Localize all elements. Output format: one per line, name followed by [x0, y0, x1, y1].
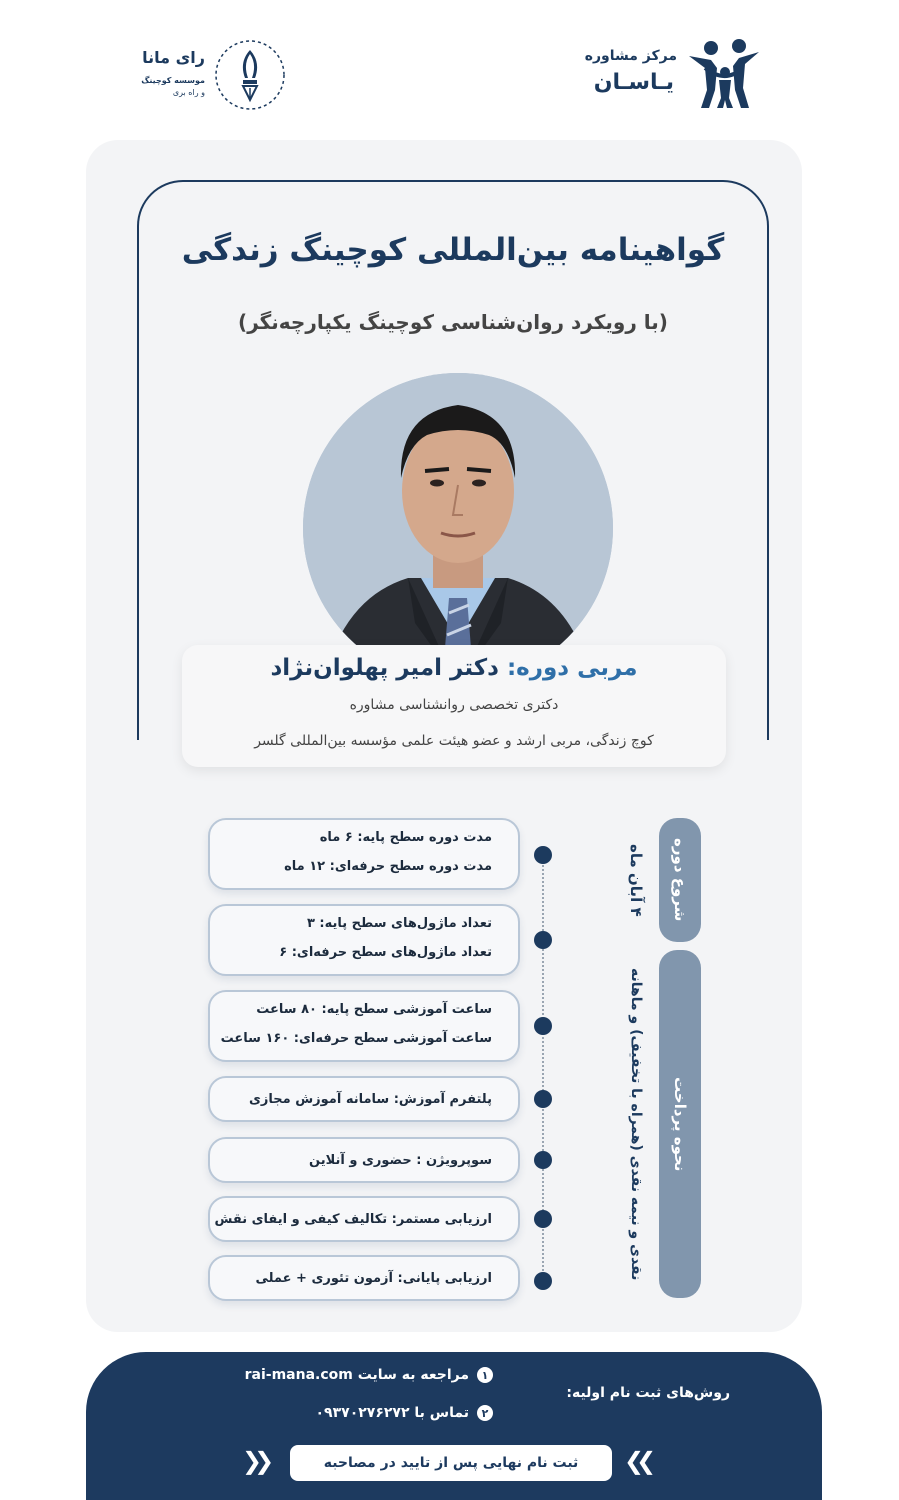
instructor-name-line [182, 655, 726, 681]
double-chevron-right-icon: ❯❯ [242, 1447, 267, 1475]
timeline-dot [534, 1090, 552, 1108]
start-date-pill [659, 818, 701, 942]
rai-title: رای مانا [142, 48, 205, 67]
detail-hours [208, 990, 520, 1062]
instructor-photo [303, 373, 613, 683]
start-date-label: شروع دوره [671, 838, 689, 922]
detail-line: مدت دوره سطح حرفه‌ای: ۱۲ ماه [284, 859, 492, 874]
step-number-1: ۱ [477, 1367, 493, 1383]
detail-continuous-assessment [208, 1196, 520, 1242]
payment-label: نحوه پرداخت [671, 1076, 689, 1172]
timeline-dot [534, 1017, 552, 1035]
detail-line: سوپرویژن : حضوری و آنلاین [309, 1152, 492, 1168]
rai-subtitle-2: و راه بری [172, 88, 205, 97]
payment-pill [659, 950, 701, 1298]
registration-website-text: مراجعه به سایت rai-mana.com [244, 1367, 469, 1383]
detail-final-assessment [208, 1255, 520, 1301]
double-chevron-left-icon: ❮❮ [624, 1447, 649, 1475]
registration-title: روش‌های ثبت نام اولیه: [566, 1385, 730, 1401]
instructor-portrait-illustration [303, 373, 613, 683]
detail-duration [208, 818, 520, 890]
step-number-2: ۲ [477, 1405, 493, 1421]
detail-platform [208, 1076, 520, 1122]
detail-line: ساعت آموزشی سطح حرفه‌ای: ۱۶۰ ساعت [220, 1031, 492, 1046]
instructor-role: کوچ زندگی، مربی ارشد و عضو هیئت علمی مؤسسه بین‌المللی گلسر [254, 733, 654, 749]
timeline-dot [534, 931, 552, 949]
detail-line: ارزیابی پایانی: آزمون تئوری + عملی [255, 1270, 492, 1286]
detail-line: پلتفرم آموزش: سامانه آموزش مجازی [249, 1091, 492, 1107]
registration-phone-text: تماس با ۰۹۳۷۰۲۷۶۲۷۲ [315, 1405, 469, 1421]
detail-line: تعداد ماژول‌های سطح حرفه‌ای: ۶ [279, 945, 492, 960]
instructor-label: مربی دوره: [506, 655, 638, 681]
detail-line: مدت دوره سطح پایه: ۶ ماه [319, 830, 492, 845]
timeline-dot [534, 1151, 552, 1169]
rai-subtitle-1: موسسه کوچینگ [141, 76, 205, 85]
registration-website[interactable] [245, 1367, 493, 1383]
yasan-small-text: مرکز مشاوره [584, 48, 677, 64]
payment-value-wrap [616, 950, 656, 1298]
rai-mana-logo [140, 38, 290, 112]
pen-nib-emblem-icon [213, 38, 287, 112]
yasan-logo [584, 38, 770, 112]
instructor-name: دکتر امیر پهلوان‌نژاد [270, 655, 499, 681]
timeline-dot [534, 846, 552, 864]
registration-phone[interactable] [316, 1405, 493, 1421]
timeline-dot [534, 1272, 552, 1290]
detail-modules [208, 904, 520, 976]
payment-value: نقدی و نیمه نقدی (همراه با تخفیف) و ماهانه [628, 967, 644, 1281]
family-figures-icon [683, 38, 763, 112]
detail-supervision [208, 1137, 520, 1183]
detail-line: ارزیابی مستمر: تکالیف کیفی و ایفای نقش [214, 1211, 492, 1227]
instructor-card [182, 645, 726, 767]
page-title: گواهینامه بین‌المللی کوچینگ زندگی [181, 232, 725, 268]
final-registration-button[interactable]: ثبت نام نهایی پس از تایید در مصاحبه [290, 1445, 612, 1481]
instructor-degree: دکتری تخصصی روانشناسی مشاوره [349, 697, 559, 713]
detail-line: ساعت آموزشی سطح پایه: ۸۰ ساعت [256, 1002, 492, 1017]
detail-line: تعداد ماژول‌های سطح پایه: ۳ [306, 916, 492, 931]
yasan-big-text: یـاسـان [593, 70, 674, 95]
page-subtitle: (با رویکرد روان‌شناسی کوچینگ یکپارچه‌نگر) [238, 310, 668, 334]
start-date-value: ۴ آبان ماه [627, 843, 645, 917]
start-date-value-wrap [616, 818, 656, 942]
timeline-dot [534, 1210, 552, 1228]
